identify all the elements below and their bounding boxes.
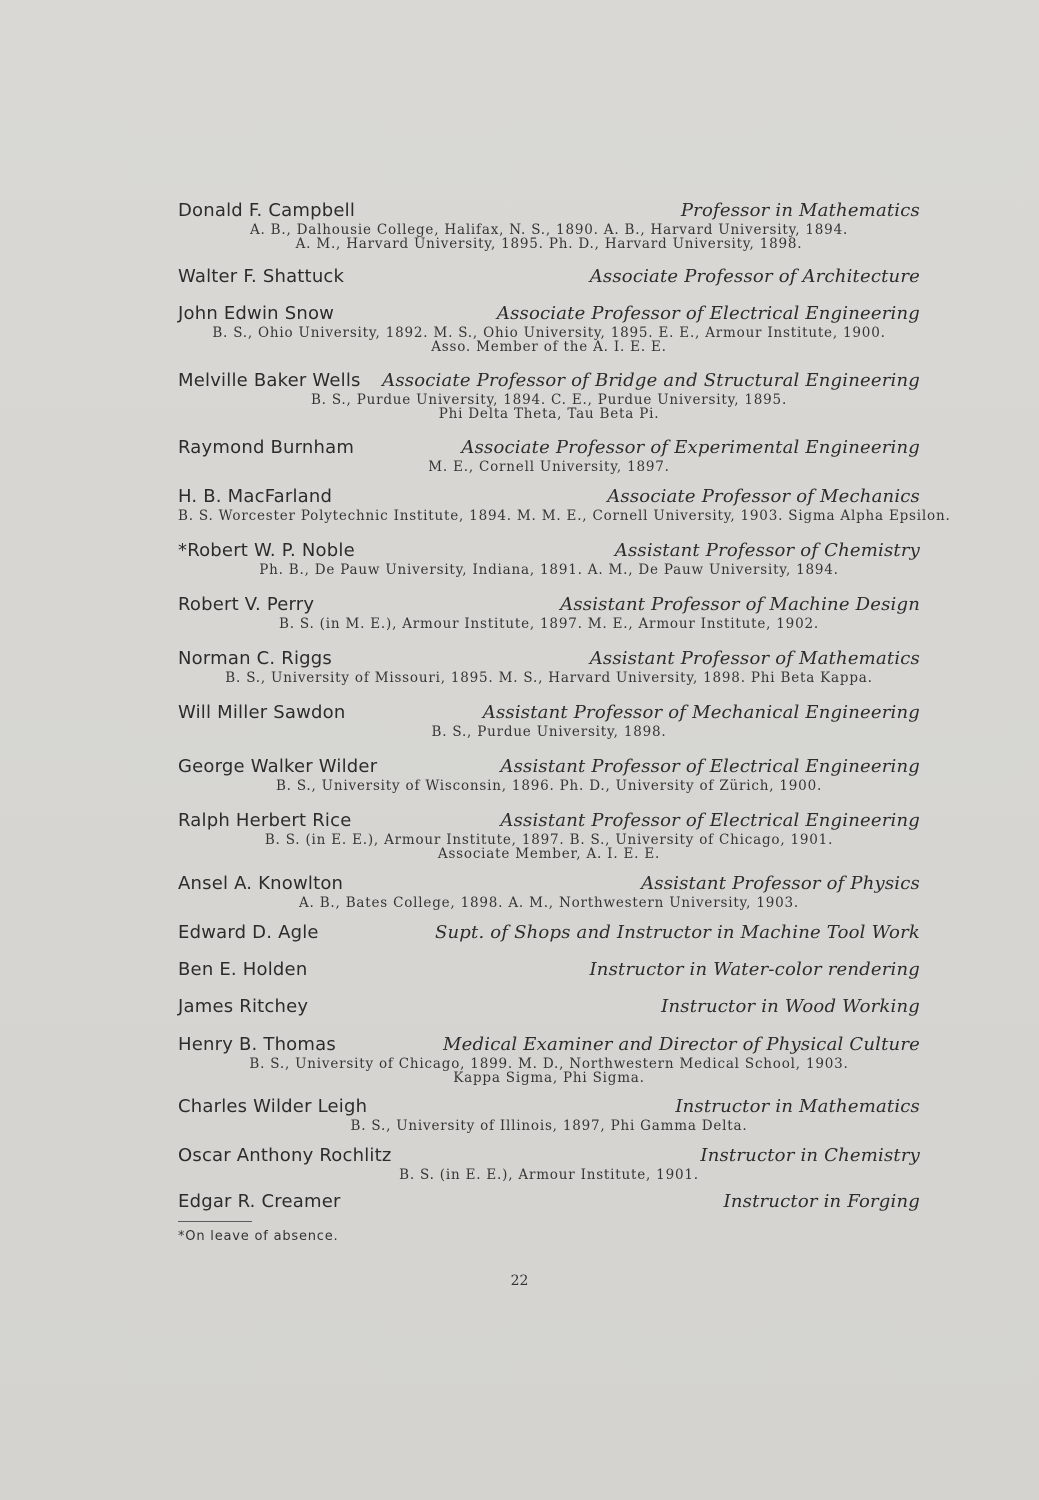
faculty-entry <box>178 200 920 252</box>
faculty-credential: B. S., Purdue University, 1898. <box>431 724 667 740</box>
faculty-entry <box>178 266 920 292</box>
faculty-title: Associate Professor of Bridge and Structural Engineering <box>382 370 920 391</box>
faculty-title: Associate Professor of Architecture <box>589 266 920 287</box>
faculty-title: Medical Examiner and Director of Physical Culture <box>443 1034 920 1055</box>
faculty-name: Henry B. Thomas <box>178 1034 336 1055</box>
faculty-name: Walter F. Shattuck <box>178 266 345 287</box>
faculty-credential: B. S. (in M. E.), Armour Institute, 1897. M. E., Armour Institute, 1902. <box>279 616 819 632</box>
entry-heading <box>178 922 920 948</box>
faculty-entry <box>178 922 920 948</box>
entry-heading <box>178 996 920 1022</box>
faculty-name: H. B. MacFarland <box>178 486 333 507</box>
faculty-title: Instructor in Water-color rendering <box>589 959 920 980</box>
faculty-name: James Ritchey <box>178 996 309 1017</box>
faculty-name: George Walker Wilder <box>178 756 378 777</box>
faculty-name: Ben E. Holden <box>178 959 308 980</box>
faculty-title: Assistant Professor of Mathematics <box>589 648 920 669</box>
faculty-name: Charles Wilder Leigh <box>178 1096 368 1117</box>
faculty-credential: A. B., Bates College, 1898. A. M., Northwestern University, 1903. <box>298 895 800 911</box>
faculty-entry <box>178 959 920 985</box>
faculty-entry <box>178 702 920 740</box>
faculty-title: Associate Professor of Mechanics <box>607 486 920 507</box>
faculty-credential: Kappa Sigma, Phi Sigma. <box>453 1070 645 1086</box>
faculty-name: Oscar Anthony Rochlitz <box>178 1145 392 1166</box>
faculty-name: Melville Baker Wells <box>178 370 361 391</box>
faculty-entry <box>178 648 920 686</box>
faculty-title: Professor in Mathematics <box>680 200 920 221</box>
faculty-entry <box>178 594 920 632</box>
faculty-name: Ansel A. Knowlton <box>178 873 344 894</box>
faculty-credential: B. S., University of Illinois, 1897, Phi Gamma Delta. <box>350 1118 748 1134</box>
entry-heading <box>178 266 920 292</box>
faculty-name: John Edwin Snow <box>178 303 335 324</box>
faculty-credential: B. S., Ohio University, 1892. M. S., Ohio University, 1895. E. E., Armour Institute, 1900. <box>212 325 886 341</box>
faculty-entry <box>178 996 920 1022</box>
faculty-title: Instructor in Chemistry <box>700 1145 920 1166</box>
faculty-name: Edward D. Agle <box>178 922 319 943</box>
faculty-credential: B. S. (in E. E.), Armour Institute, 1901. <box>399 1167 699 1183</box>
faculty-name: Donald F. Campbell <box>178 200 356 221</box>
faculty-credential: B. S. Worcester Polytechnic Institute, 1894. M. M. E., Cornell University, 1903. Sigma Alpha Epsilon. <box>178 508 951 524</box>
faculty-credential: B. S., University of Wisconsin, 1896. Ph. D., University of Zürich, 1900. <box>275 778 823 794</box>
page-number: 22 <box>510 1273 529 1289</box>
faculty-entry <box>178 303 920 355</box>
faculty-credential: B. S., University of Missouri, 1895. M. S., Harvard University, 1898. Phi Beta Kappa. <box>225 670 873 686</box>
faculty-entry <box>178 370 920 422</box>
faculty-credential: B. S., Purdue University, 1894. C. E., Purdue University, 1895. <box>310 392 788 408</box>
faculty-credential: Phi Delta Theta, Tau Beta Pi. <box>438 406 660 422</box>
faculty-title: Assistant Professor of Electrical Engineering <box>500 756 920 777</box>
faculty-title: Assistant Professor of Physics <box>641 873 920 894</box>
faculty-title: Assistant Professor of Electrical Engineering <box>500 810 920 831</box>
faculty-entry <box>178 486 951 524</box>
faculty-name: Will Miller Sawdon <box>178 702 346 723</box>
entry-heading <box>178 959 920 985</box>
faculty-title: Assistant Professor of Mechanical Engineering <box>482 702 920 723</box>
faculty-title: Associate Professor of Electrical Engineering <box>496 303 920 324</box>
faculty-title: Assistant Professor of Chemistry <box>614 540 920 561</box>
faculty-entry <box>178 1145 920 1183</box>
faculty-title: Associate Professor of Experimental Engineering <box>461 437 920 458</box>
faculty-credential: Asso. Member of the A. I. E. E. <box>431 339 667 355</box>
faculty-name: *Robert W. P. Noble <box>178 540 355 561</box>
faculty-title: Instructor in Forging <box>723 1191 920 1212</box>
faculty-entry <box>178 1034 920 1086</box>
faculty-entry <box>178 810 920 862</box>
faculty-credential: M. E., Cornell University, 1897. <box>428 459 670 475</box>
faculty-title: Instructor in Mathematics <box>675 1096 920 1117</box>
faculty-entry <box>178 540 920 578</box>
faculty-entry <box>178 1191 920 1217</box>
faculty-title: Supt. of Shops and Instructor in Machine Tool Work <box>434 922 920 943</box>
faculty-credential: Ph. B., De Pauw University, Indiana, 1891. A. M., De Pauw University, 1894. <box>259 562 839 578</box>
faculty-credential: A. B., Dalhousie College, Halifax, N. S., 1890. A. B., Harvard University, 1894. <box>249 222 849 238</box>
faculty-entry <box>178 437 920 475</box>
faculty-name: Edgar R. Creamer <box>178 1191 341 1212</box>
faculty-title: Instructor in Wood Working <box>661 996 920 1017</box>
faculty-name: Robert V. Perry <box>178 594 315 615</box>
faculty-credential: A. M., Harvard University, 1895. Ph. D., Harvard University, 1898. <box>295 236 803 252</box>
faculty-title: Assistant Professor of Machine Design <box>560 594 920 615</box>
faculty-name: Norman C. Riggs <box>178 648 333 669</box>
faculty-credential: Associate Member, A. I. E. E. <box>437 846 661 862</box>
faculty-name: Raymond Burnham <box>178 437 355 458</box>
faculty-credential: B. S. (in E. E.), Armour Institute, 1897. B. S., University of Chicago, 1901. <box>264 832 834 848</box>
faculty-credential: B. S., University of Chicago, 1899. M. D., Northwestern Medical School, 1903. <box>249 1056 849 1072</box>
footnote: *On leave of absence. <box>178 1229 339 1244</box>
faculty-entry <box>178 1096 920 1134</box>
faculty-entry <box>178 756 920 794</box>
faculty-name: Ralph Herbert Rice <box>178 810 352 831</box>
entry-heading <box>178 1191 920 1217</box>
faculty-entry <box>178 873 920 911</box>
footnote-divider <box>178 1221 252 1222</box>
